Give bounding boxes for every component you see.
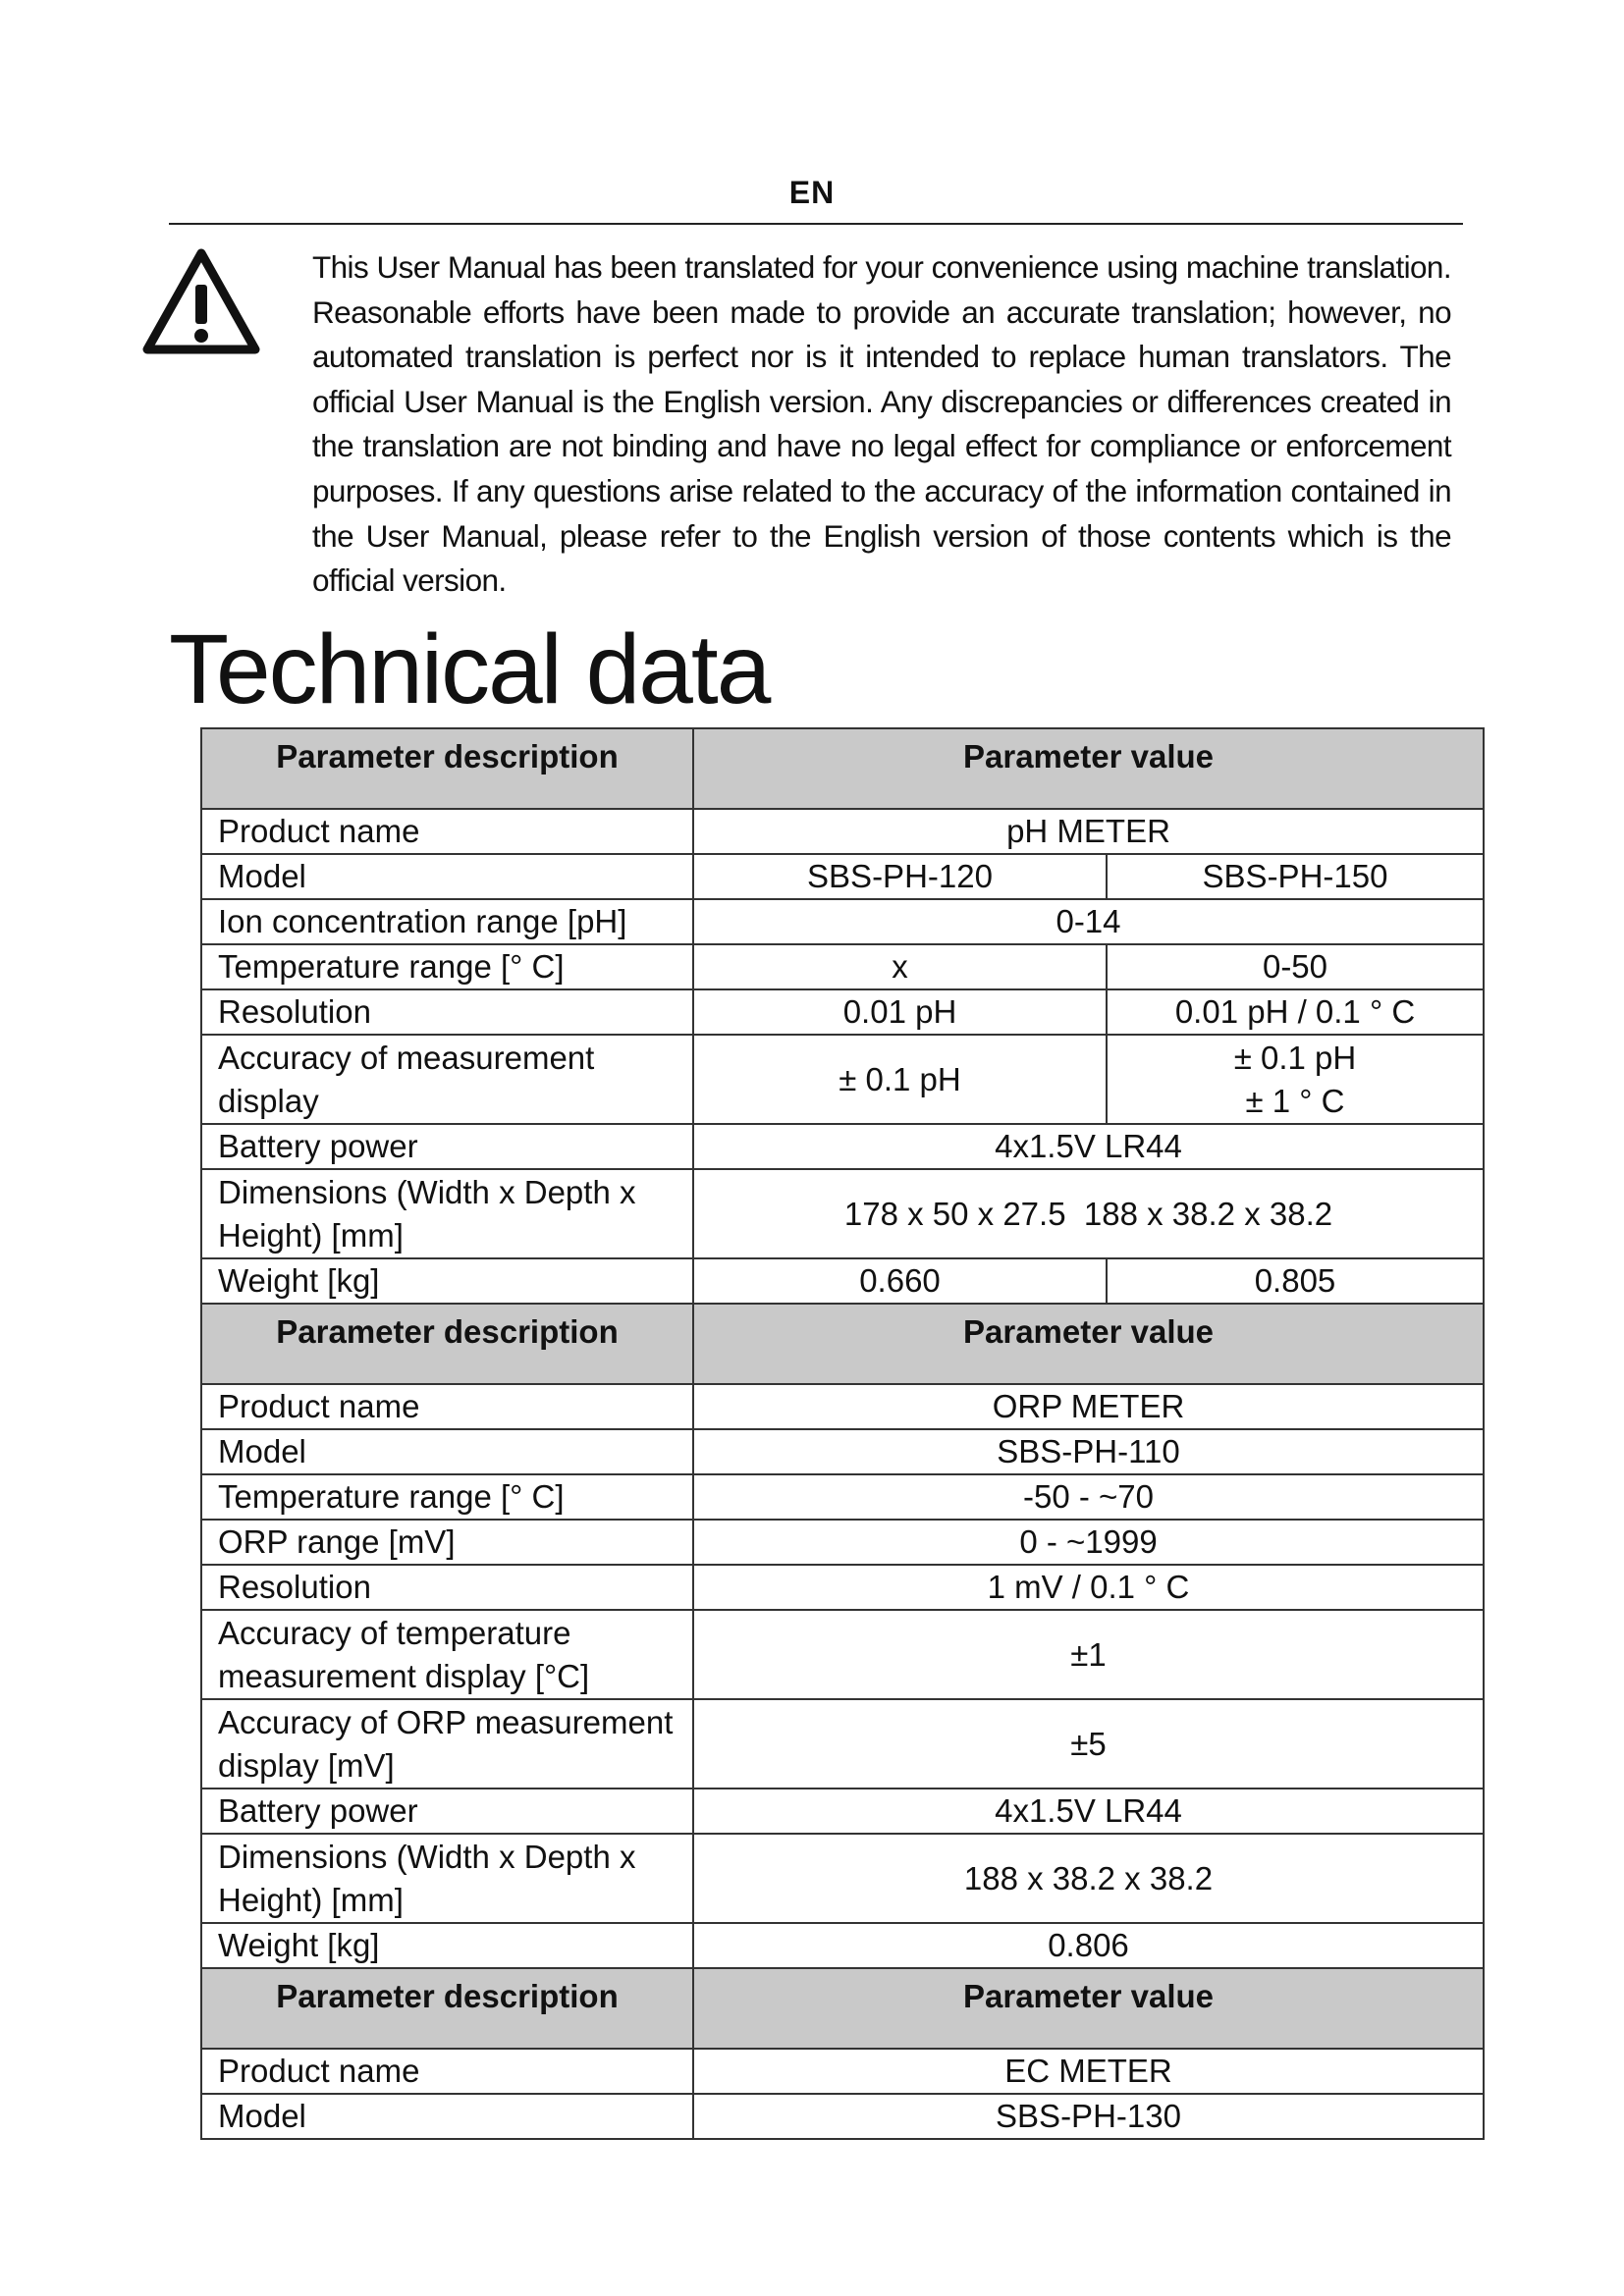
warning-icon — [139, 245, 263, 357]
table-row — [201, 944, 1484, 989]
row-value: 4x1.5V LR44 — [693, 1124, 1484, 1169]
header-divider — [169, 223, 1463, 225]
table-header-row — [201, 728, 1484, 809]
row-value: ORP METER — [693, 1384, 1484, 1429]
row-value: 0.660 — [693, 1258, 1107, 1304]
row-value: 0-14 — [693, 899, 1484, 944]
header-value: Parameter value — [693, 1304, 1484, 1384]
row-value: SBS-PH-130 — [693, 2094, 1484, 2139]
row-label: Accuracy of ORP measurement display [mV] — [201, 1699, 693, 1789]
row-label: Dimensions (Width x Depth x Height) [mm] — [201, 1169, 693, 1258]
translation-notice: This User Manual has been translated for your convenience using machine translation. Reasonable efforts have been made to provide an accurate translation; however, no automated translation is perfect nor is it intended to replace human translators. The official User Manual is the English version. Any discrepancies or differences created in the translation are not binding and have no legal effect for compliance or enforcement purposes. If any questions arise related to the accuracy of the information contained in the User Manual, please refer to the English version of those contents which is the official version. — [312, 249, 1451, 599]
table-row — [201, 1789, 1484, 1834]
row-value: 1 mV / 0.1 ° C — [693, 1565, 1484, 1610]
row-value: 0.805 — [1107, 1258, 1484, 1304]
dimensions-b: 188 x 38.2 x 38.2 — [1083, 1195, 1333, 1232]
row-value: -50 - ~70 — [693, 1474, 1484, 1520]
row-label: Resolution — [201, 989, 693, 1035]
header-description: Parameter description — [201, 1968, 693, 2049]
language-code: EN — [788, 175, 836, 210]
row-value: 4x1.5V LR44 — [693, 1789, 1484, 1834]
row-value: x — [693, 944, 1107, 989]
row-label: Weight [kg] — [201, 1923, 693, 1968]
table-header-row — [201, 1304, 1484, 1384]
row-label: Model — [201, 854, 693, 899]
header-description: Parameter description — [201, 1304, 693, 1384]
row-value: ± 0.1 pH — [693, 1035, 1107, 1124]
row-label: Product name — [201, 2049, 693, 2094]
row-label: Product name — [201, 1384, 693, 1429]
row-label: Ion concentration range [pH] — [201, 899, 693, 944]
row-label: Model — [201, 2094, 693, 2139]
table-row — [201, 2094, 1484, 2139]
dimensions-a: 178 x 50 x 27.5 — [843, 1195, 1066, 1232]
table-row — [201, 1520, 1484, 1565]
row-label: Resolution — [201, 1565, 693, 1610]
table-row — [201, 1169, 1484, 1258]
header-value: Parameter value — [693, 728, 1484, 809]
row-label: ORP range [mV] — [201, 1520, 693, 1565]
row-label: Product name — [201, 809, 693, 854]
table-row — [201, 989, 1484, 1035]
row-value: 0.01 pH / 0.1 ° C — [1107, 989, 1484, 1035]
table-row — [201, 809, 1484, 854]
row-value: SBS-PH-120 — [693, 854, 1107, 899]
table-row — [201, 1384, 1484, 1429]
table-row — [201, 899, 1484, 944]
row-value: 0.806 — [693, 1923, 1484, 1968]
table-header-row — [201, 1968, 1484, 2049]
table-row — [201, 1699, 1484, 1789]
row-label: Battery power — [201, 1124, 693, 1169]
table-row — [201, 1610, 1484, 1699]
row-value: pH METER — [693, 809, 1484, 854]
row-value — [693, 1169, 1484, 1258]
row-value: 188 x 38.2 x 38.2 — [693, 1834, 1484, 1923]
header-value: Parameter value — [693, 1968, 1484, 2049]
row-value: SBS-PH-110 — [693, 1429, 1484, 1474]
row-value: EC METER — [693, 2049, 1484, 2094]
table-row — [201, 854, 1484, 899]
row-label: Accuracy of temperature measurement display [°C] — [201, 1610, 693, 1699]
row-value — [1107, 1035, 1484, 1124]
row-value: 0-50 — [1107, 944, 1484, 989]
accuracy-ph-line: ± 0.1 pH — [1233, 1039, 1357, 1076]
table-row — [201, 1035, 1484, 1124]
row-label: Temperature range [° C] — [201, 944, 693, 989]
row-value: ±1 — [693, 1610, 1484, 1699]
accuracy-temp-line: ± 1 ° C — [1245, 1082, 1345, 1119]
row-label: Accuracy of measurement display — [201, 1035, 693, 1124]
row-label: Temperature range [° C] — [201, 1474, 693, 1520]
row-label: Dimensions (Width x Depth x Height) [mm] — [201, 1834, 693, 1923]
table-row — [201, 1124, 1484, 1169]
row-value: SBS-PH-150 — [1107, 854, 1484, 899]
table-row — [201, 1258, 1484, 1304]
table-row — [201, 1923, 1484, 1968]
page-title: Technical data — [169, 614, 770, 724]
table-row — [201, 1429, 1484, 1474]
table-row — [201, 2049, 1484, 2094]
row-value: 0 - ~1999 — [693, 1520, 1484, 1565]
table-row — [201, 1565, 1484, 1610]
row-label: Battery power — [201, 1789, 693, 1834]
row-label: Weight [kg] — [201, 1258, 693, 1304]
table-row — [201, 1834, 1484, 1923]
technical-data-table — [200, 727, 1485, 2140]
header-description: Parameter description — [201, 728, 693, 809]
row-value: ±5 — [693, 1699, 1484, 1789]
table-row — [201, 1474, 1484, 1520]
row-value: 0.01 pH — [693, 989, 1107, 1035]
row-label: Model — [201, 1429, 693, 1474]
